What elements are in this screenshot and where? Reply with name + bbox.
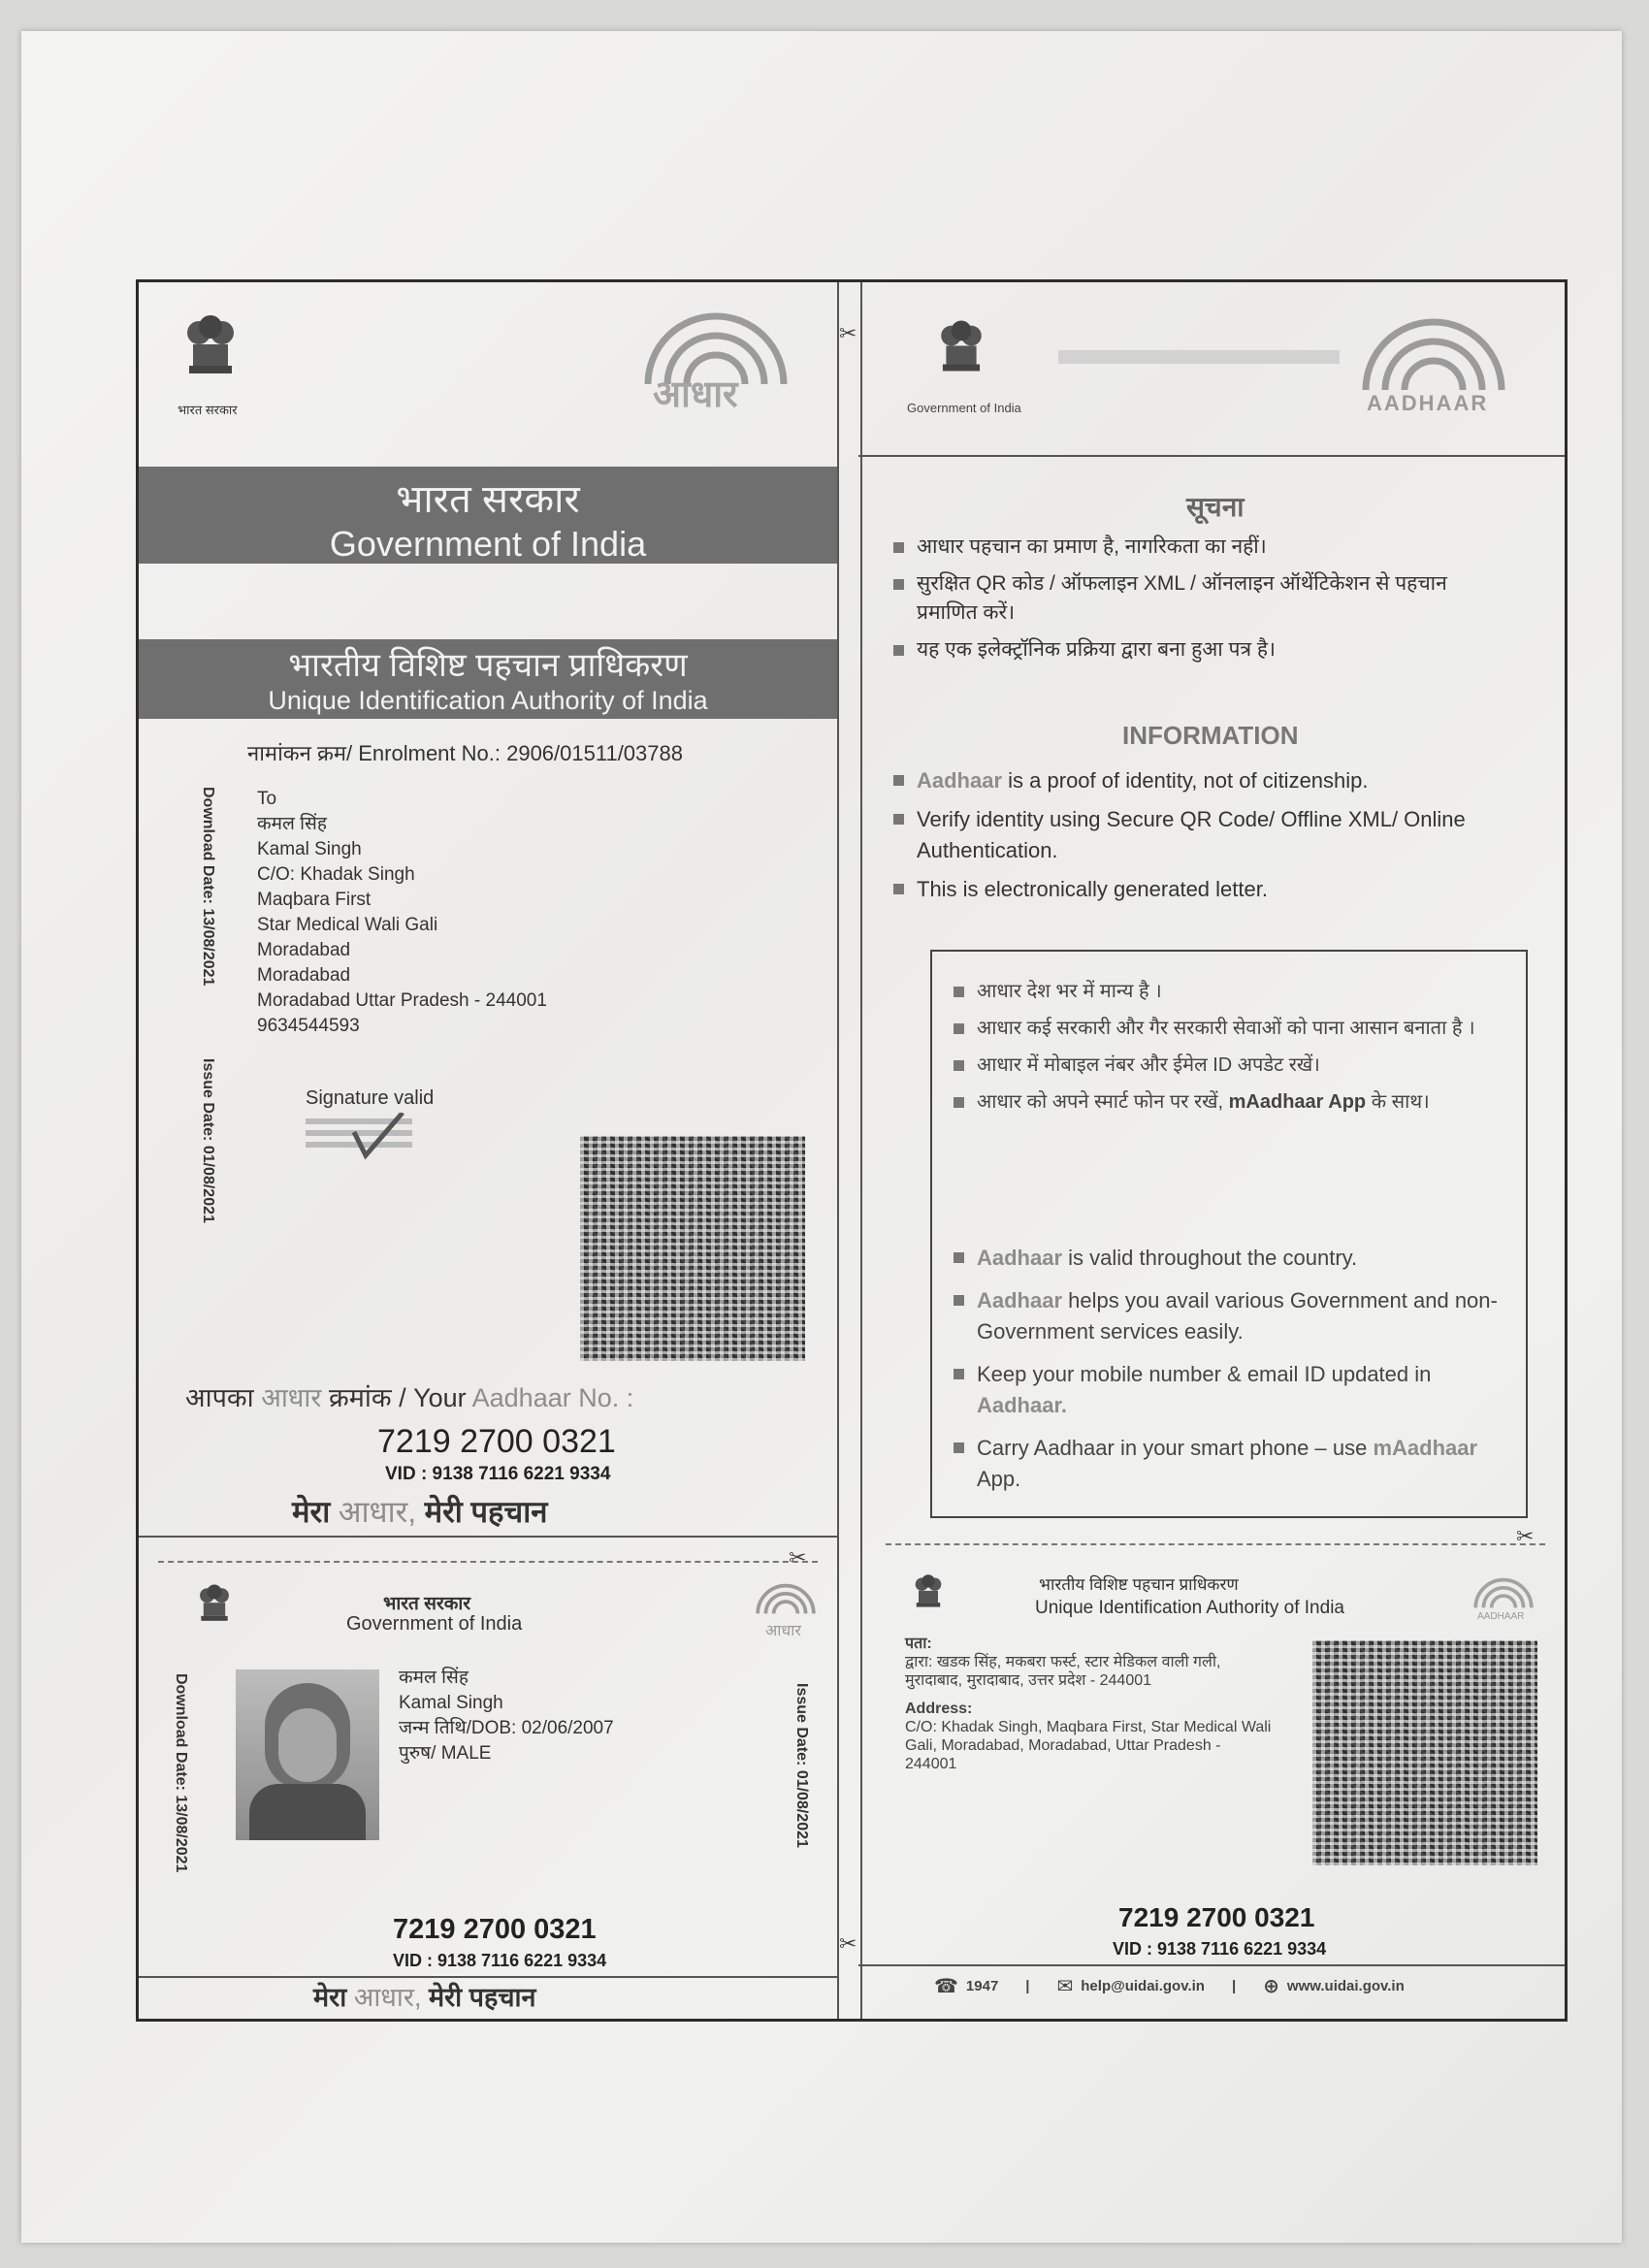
card-address bbox=[905, 1635, 1274, 1773]
aadhaar-logo-english: AADHAAR bbox=[1367, 391, 1489, 415]
issue-date: Issue Date: 01/08/2021 bbox=[200, 1058, 216, 1223]
address-hindi-label: पता: bbox=[905, 1636, 932, 1652]
uidai-banner bbox=[139, 639, 837, 719]
tagline: मेरा आधार, मेरी पहचान bbox=[292, 1495, 548, 1529]
name-hindi: कमल सिंह bbox=[399, 1668, 469, 1688]
suchna-item: आधार पहचान का प्रमाण है, नागरिकता का नहीं। bbox=[889, 533, 1510, 562]
address-line: कमल सिंह bbox=[257, 814, 327, 834]
aadhaar-number-label: आपका आधार क्रमांक / Your Aadhaar No. : bbox=[185, 1383, 634, 1412]
card-aadhaar-number: 7219 2700 0321 bbox=[393, 1914, 597, 1945]
info-box-item: Keep your mobile number & email ID updated in Aadhaar. bbox=[950, 1359, 1503, 1421]
information-list bbox=[889, 765, 1530, 913]
fingerprint-logo-icon bbox=[1351, 317, 1516, 395]
info-box-item: आधार में मोबाइल नंबर और ईमेल ID अपडेट रखें। bbox=[950, 1051, 1493, 1080]
gov-english: Government of India bbox=[329, 524, 647, 564]
phone-number: 1947 bbox=[965, 1978, 999, 1994]
download-date: Download Date: 13/08/2021 bbox=[200, 787, 216, 987]
emblem-icon bbox=[195, 1582, 234, 1636]
address-line: Moradabad bbox=[257, 965, 351, 986]
fingerprint-logo-icon bbox=[1470, 1576, 1537, 1611]
fold-divider bbox=[837, 282, 862, 2019]
address-hindi: द्वारा: खडक सिंह, मकबरा फर्स्ट, स्टार मेडिकल वाली गली, मुरादाबाद, मुरादाबाद, उत्तर प्रदेश - 244001 bbox=[905, 1654, 1221, 1689]
fingerprint-logo-icon bbox=[752, 1582, 820, 1617]
info-box-item: Aadhaar is valid throughout the country. bbox=[950, 1243, 1503, 1274]
name-english: Kamal Singh bbox=[399, 1693, 503, 1713]
dashed-cut-line-right bbox=[886, 1543, 1545, 1545]
scissors-icon: ✂ bbox=[839, 321, 857, 345]
date-of-birth: जन्म तिथि/DOB: 02/06/2007 bbox=[399, 1718, 614, 1738]
card-right-aadhaar-number: 7219 2700 0321 bbox=[1118, 1902, 1315, 1932]
aadhaar-number: 7219 2700 0321 bbox=[377, 1423, 616, 1460]
emblem-icon bbox=[911, 1572, 946, 1621]
website: www.uidai.gov.in bbox=[1286, 1978, 1405, 1994]
enrolment-number: नामांकन क्रम/ Enrolment No.: 2906/01511/03788 bbox=[247, 741, 683, 765]
signature-check-icon bbox=[306, 1113, 412, 1167]
gender: पुरुष/ MALE bbox=[399, 1743, 492, 1764]
card-right-vid: VID : 9138 7116 6221 9334 bbox=[1113, 1939, 1327, 1959]
aadhaar-letter bbox=[136, 279, 1568, 2022]
scissors-icon: ✂ bbox=[789, 1545, 807, 1570]
emblem-icon bbox=[934, 317, 988, 393]
address-line: Kamal Singh bbox=[257, 839, 362, 859]
card-aadhaar-logo: आधार bbox=[765, 1623, 801, 1639]
header-line-right bbox=[858, 455, 1565, 457]
information-item: Aadhaar is a proof of identity, not of citizenship. bbox=[889, 765, 1530, 796]
gov-banner bbox=[139, 467, 837, 564]
scissors-icon: ✂ bbox=[1516, 1524, 1535, 1548]
info-box-item: आधार कई सरकारी और गैर सरकारी सेवाओं को पाना आसान बनाता है । bbox=[950, 1014, 1493, 1043]
contact-footer: ☎ 1947 | ✉ help@uidai.gov.in | ⊕ www.uidai.gov.in bbox=[934, 1976, 1405, 1997]
address-line: To bbox=[257, 789, 277, 809]
card-right-bottom-line bbox=[858, 1964, 1565, 1966]
info-box-item: आधार को अपने स्मार्ट फोन पर रखें, mAadhaar App के साथ। bbox=[950, 1087, 1493, 1117]
address-english: C/O: Khadak Singh, Maqbara First, Star Medical Wali Gali, Moradabad, Moradabad, Uttar Pradesh - 244001 bbox=[905, 1719, 1272, 1772]
suchna-item: सुरक्षित QR कोड / ऑफलाइन XML / ऑनलाइन ऑथेंटिकेशन से पहचान प्रमाणित करें। bbox=[889, 569, 1510, 628]
card-aadhaar-logo-english: AADHAAR bbox=[1477, 1611, 1525, 1622]
mail-icon: ✉ bbox=[1056, 1976, 1074, 1997]
suchna-list bbox=[889, 533, 1510, 672]
information-item: Verify identity using Secure QR Code/ Offline XML/ Online Authentication. bbox=[889, 804, 1530, 866]
card-issue-date: Issue Date: 01/08/2021 bbox=[793, 1683, 810, 1848]
emblem-caption-right: Government of India bbox=[907, 401, 1021, 415]
info-box-english-list bbox=[950, 1243, 1503, 1503]
signature-status: Signature valid bbox=[306, 1087, 435, 1109]
information-item: This is electronically generated letter. bbox=[889, 874, 1530, 905]
holder-photo bbox=[236, 1669, 379, 1840]
cut-line bbox=[139, 1536, 837, 1538]
address-line: Moradabad Uttar Pradesh - 244001 bbox=[257, 990, 547, 1011]
info-box-item: Aadhaar helps you avail various Government and non-Government services easily. bbox=[950, 1285, 1503, 1347]
card-holder-details bbox=[399, 1666, 614, 1766]
info-box-item: आधार देश भर में मान्य है । bbox=[950, 977, 1493, 1006]
qr-code bbox=[580, 1136, 805, 1361]
suchna-item: यह एक इलेक्ट्रॉनिक प्रक्रिया द्वारा बना हुआ पत्र है। bbox=[889, 635, 1510, 664]
help-email: help@uidai.gov.in bbox=[1081, 1978, 1205, 1994]
blank-stamp-bar bbox=[1058, 350, 1340, 364]
address-line: C/O: Khadak Singh bbox=[257, 864, 415, 885]
scissors-icon: ✂ bbox=[839, 1931, 857, 1956]
emblem-icon bbox=[179, 311, 242, 399]
card-gov-english: Government of India bbox=[346, 1613, 523, 1635]
card-uidai-english: Unique Identification Authority of India bbox=[1035, 1598, 1344, 1618]
globe-icon: ⊕ bbox=[1263, 1976, 1279, 1997]
address-english-label: Address: bbox=[905, 1701, 973, 1717]
suchna-title: सूचना bbox=[1186, 492, 1245, 522]
address-line: 9634544593 bbox=[257, 1016, 360, 1036]
uidai-hindi: भारतीय विशिष्ट पहचान प्राधिकरण bbox=[288, 647, 688, 684]
card-download-date: Download Date: 13/08/2021 bbox=[173, 1673, 189, 1873]
phone-icon: ☎ bbox=[934, 1976, 958, 1997]
dashed-cut-line bbox=[158, 1561, 818, 1563]
information-title: INFORMATION bbox=[1122, 721, 1299, 750]
gov-hindi: भारत सरकार bbox=[396, 478, 580, 521]
card-vid: VID : 9138 7116 6221 9334 bbox=[393, 1951, 607, 1970]
info-box-hindi-list bbox=[950, 977, 1493, 1124]
address-line: Maqbara First bbox=[257, 890, 372, 910]
card-gov-hindi: भारत सरकार bbox=[383, 1594, 471, 1614]
aadhaar-logo-text: आधार bbox=[653, 374, 738, 415]
uidai-english: Unique Identification Authority of India bbox=[268, 686, 708, 715]
info-box-item: Carry Aadhaar in your smart phone – use mAadhaar App. bbox=[950, 1433, 1503, 1495]
address-block bbox=[257, 787, 547, 1039]
card-tagline: मेरा आधार, मेरी पहचान bbox=[313, 1983, 536, 2012]
card-uidai-hindi: भारतीय विशिष्ट पहचान प्राधिकरण bbox=[1039, 1575, 1239, 1594]
vid-number: VID : 9138 7116 6221 9334 bbox=[385, 1464, 611, 1484]
info-box bbox=[930, 950, 1528, 1518]
card-qr-code bbox=[1312, 1640, 1537, 1865]
address-line: Star Medical Wali Gali bbox=[257, 915, 438, 935]
address-line: Moradabad bbox=[257, 940, 351, 960]
emblem-caption: भारत सरकार bbox=[178, 403, 238, 417]
